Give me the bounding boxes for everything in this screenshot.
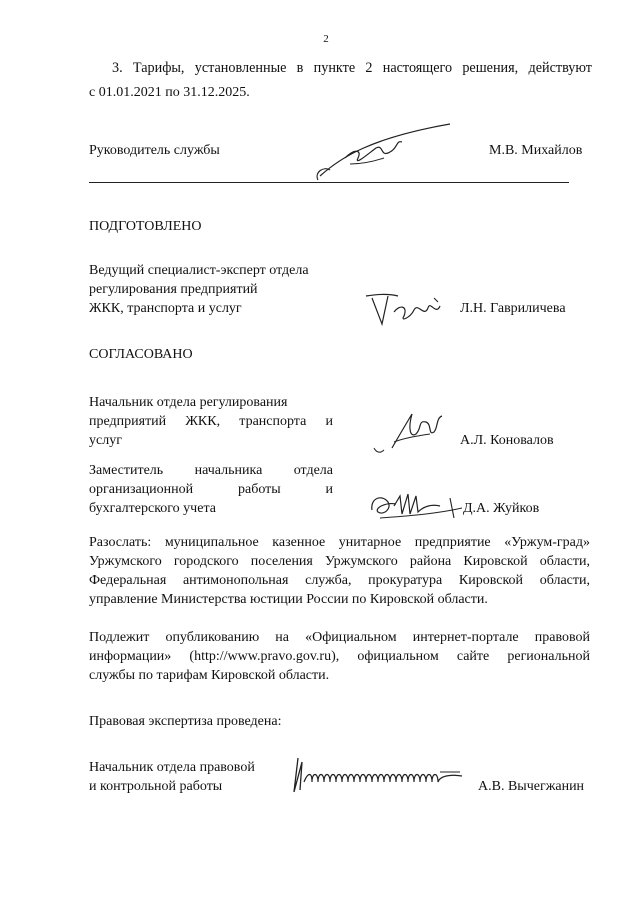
publication-line-3: службы по тарифам Кировской области. (89, 668, 330, 683)
distribution-line-1: Разослать: муниципальное казенное унитарное предприятие «Уржум-град» (89, 535, 590, 550)
head-name: М.В. Михайлов (489, 143, 583, 158)
prepared-position-line-3: ЖКК, транспорта и услуг (89, 301, 242, 316)
head-position: Руководитель службы (89, 143, 220, 158)
agreed-signer1-name: А.Л. Коновалов (460, 433, 554, 448)
legal-name: А.В. Вычегжанин (478, 779, 585, 794)
legal-position-line-2: и контрольной работы (89, 779, 223, 794)
agreed-signer2-position-line-1: Заместитель начальника отдела (89, 463, 333, 478)
agreed-signer1-signature-icon (372, 404, 452, 469)
clause-3-line-1: 3. Тарифы, установленные в пункте 2 настоящего решения, действуют (112, 60, 592, 76)
legal-signature-icon (290, 752, 470, 807)
agreed-signer2-position-line-2: организационной работы и (89, 482, 333, 497)
legal-position-line-1: Начальник отдела правовой (89, 760, 255, 775)
prepared-position-line-2: регулирования предприятий (89, 282, 258, 297)
head-underline (89, 182, 569, 183)
agreed-signer2-position-line-3: бухгалтерского учета (89, 501, 216, 516)
agreed-signer1-position-line-2: предприятий ЖКК, транспорта и (89, 414, 333, 429)
prepared-position-line-1: Ведущий специалист-эксперт отдела (89, 263, 309, 278)
agreed-heading: СОГЛАСОВАНО (89, 347, 193, 362)
distribution-line-2: Уржумского городского поселения Уржумского района Кировской области, (89, 554, 590, 569)
publication-line-2: информации» (http://www.pravo.gov.ru), официальном сайте региональной (89, 649, 590, 664)
clause-3-line-2: с 01.01.2021 по 31.12.2025. (89, 85, 250, 100)
publication-line-1: Подлежит опубликованию на «Официальном интернет-портале правовой (89, 630, 590, 645)
legal-heading: Правовая экспертиза проведена: (89, 714, 282, 729)
distribution-line-4: управление Министерства юстиции России по Кировской области. (89, 592, 488, 607)
agreed-signer1-position-line-3: услуг (89, 433, 122, 448)
agreed-signer2-signature-icon (366, 488, 466, 527)
page-number: 2 (323, 33, 329, 45)
agreed-signer2-name: Д.А. Жуйков (463, 501, 540, 516)
distribution-line-3: Федеральная антимонопольная служба, прокуратура Кировской области, (89, 573, 590, 588)
prepared-heading: ПОДГОТОВЛЕНО (89, 219, 202, 234)
agreed-signer1-position-line-1: Начальник отдела регулирования (89, 395, 288, 410)
prepared-name: Л.Н. Гавриличева (460, 301, 566, 316)
prepared-signature-icon (364, 288, 454, 333)
